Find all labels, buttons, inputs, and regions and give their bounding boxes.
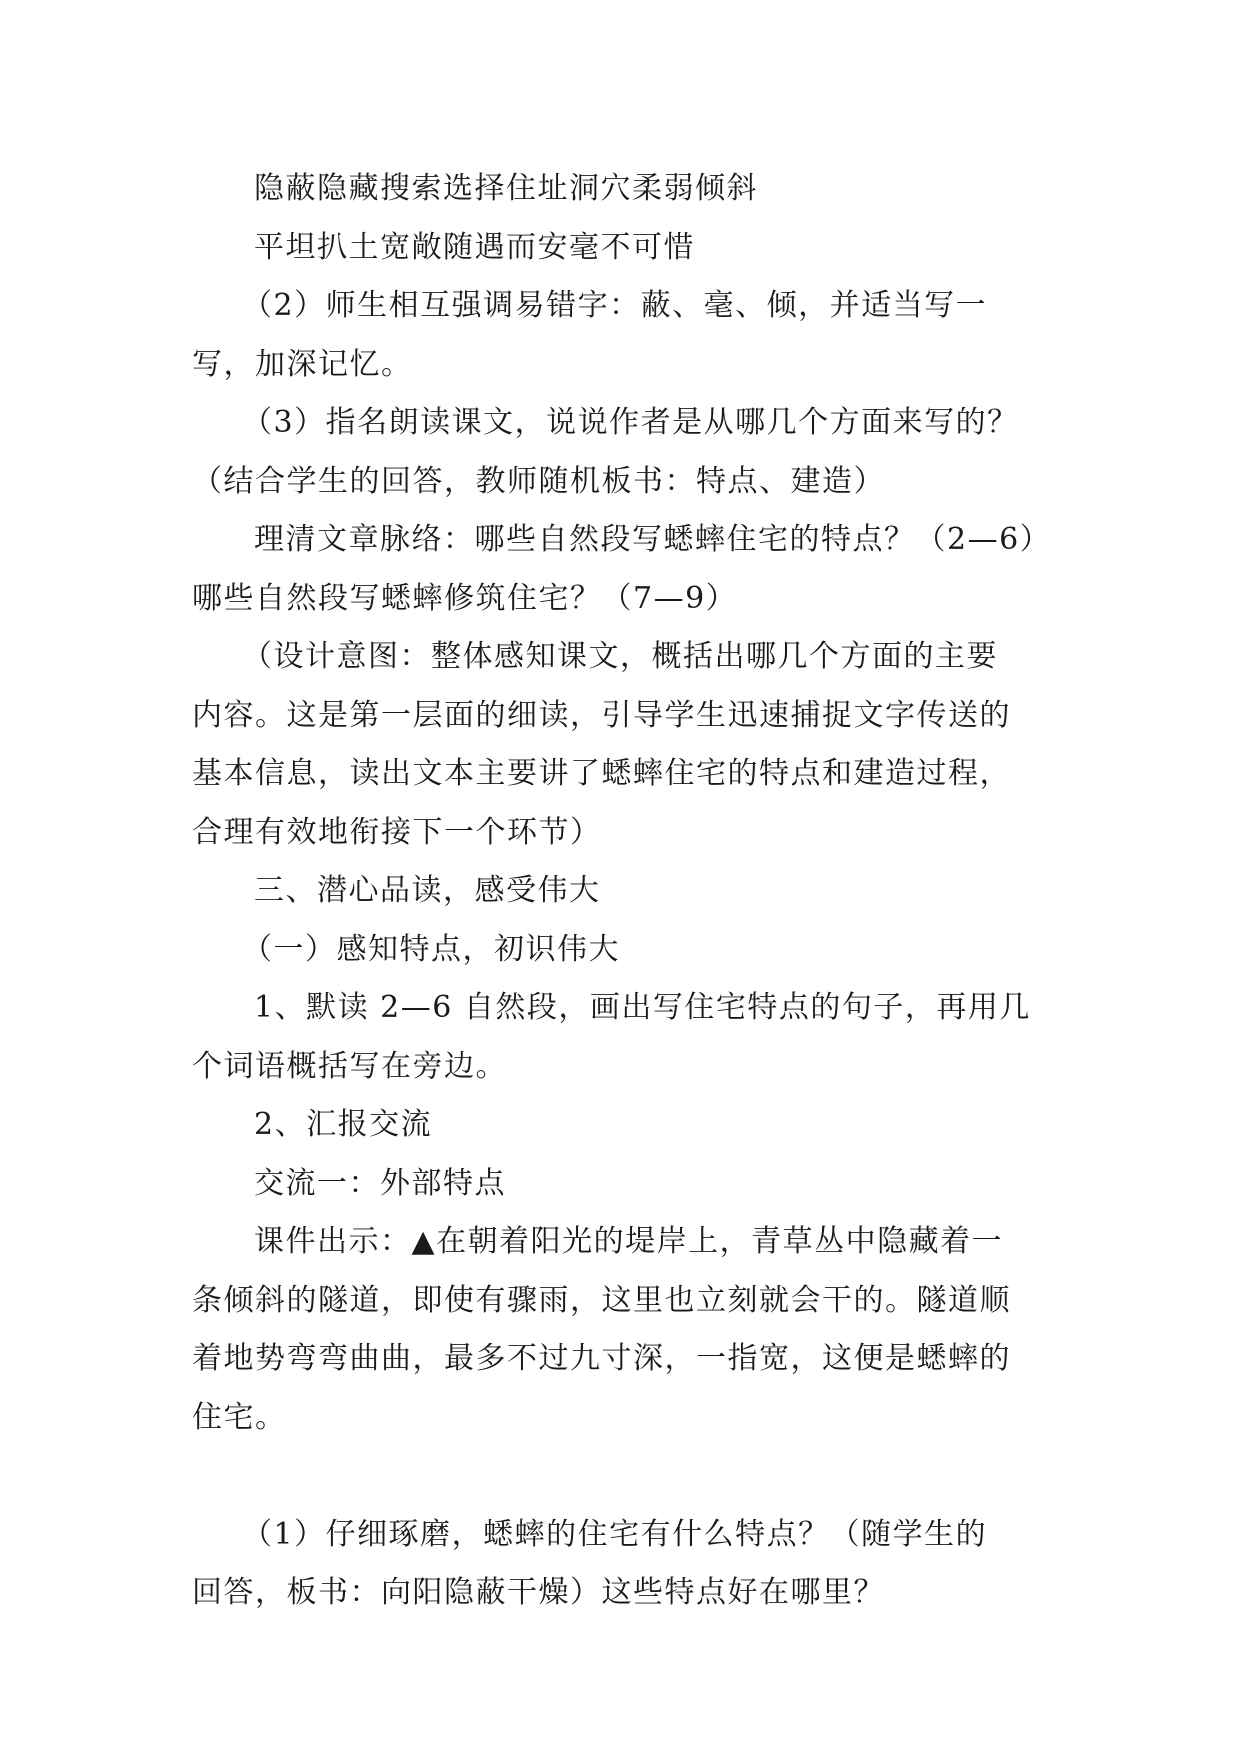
- text-line: （1）仔细琢磨，蟋蟀的住宅有什么特点？（随学生的: [242, 1516, 988, 1552]
- text-line: 着地势弯弯曲曲，最多不过九寸深，一指宽，这便是蟋蟀的: [192, 1341, 1011, 1376]
- text-line: 住宅。: [192, 1399, 287, 1435]
- text-line: 2、汇报交流: [254, 1107, 433, 1142]
- text-line: 平坦扒土宽敞随遇而安毫不可惜: [254, 229, 695, 265]
- text-line: 隐蔽隐藏搜索选择住址洞穴柔弱倾斜: [254, 171, 758, 206]
- text-line: 哪些自然段写蟋蟀修筑住宅？（7—9）: [192, 580, 738, 616]
- text-line: 合理有效地衔接下一个环节）: [192, 814, 602, 850]
- text-line: 理清文章脉络：哪些自然段写蟋蟀住宅的特点？（2—6）: [254, 522, 1052, 557]
- text-line: 回答，板书：向阳隐蔽干燥）这些特点好在哪里？: [192, 1575, 885, 1610]
- text-line: 1、默读 2—6 自然段，画出写住宅特点的句子，再用几: [254, 990, 1031, 1025]
- text-line: 内容。这是第一层面的细读，引导学生迅速捕捉文字传送的: [192, 697, 1011, 733]
- text-line: （3）指名朗读课文，说说作者是从哪几个方面来写的？: [242, 405, 1019, 440]
- text-line: 基本信息，读出文本主要讲了蟋蟀住宅的特点和建造过程，: [192, 756, 1011, 791]
- text-line: （一）感知特点，初识伟大: [242, 931, 620, 967]
- text-line: 条倾斜的隧道，即使有骤雨，这里也立刻就会干的。隧道顺: [192, 1282, 1011, 1318]
- text-line: （设计意图：整体感知课文，概括出哪几个方面的主要: [242, 639, 998, 674]
- text-line: 个词语概括写在旁边。: [192, 1048, 507, 1084]
- text-line: 写，加深记忆。: [192, 346, 413, 382]
- text-line: （2）师生相互强调易错字：蔽、毫、倾，并适当写一: [242, 288, 988, 323]
- text-line: （结合学生的回答，教师随机板书：特点、建造）: [192, 463, 885, 499]
- text-line: 三、潜心品读，感受伟大: [254, 873, 601, 908]
- text-line: [192, 1447, 1050, 1506]
- text-line: 交流一：外部特点: [254, 1165, 506, 1201]
- text-line: 课件出示：▲在朝着阳光的堤岸上，青草丛中隐藏着一: [254, 1224, 1004, 1259]
- document-body: [192, 160, 1050, 1623]
